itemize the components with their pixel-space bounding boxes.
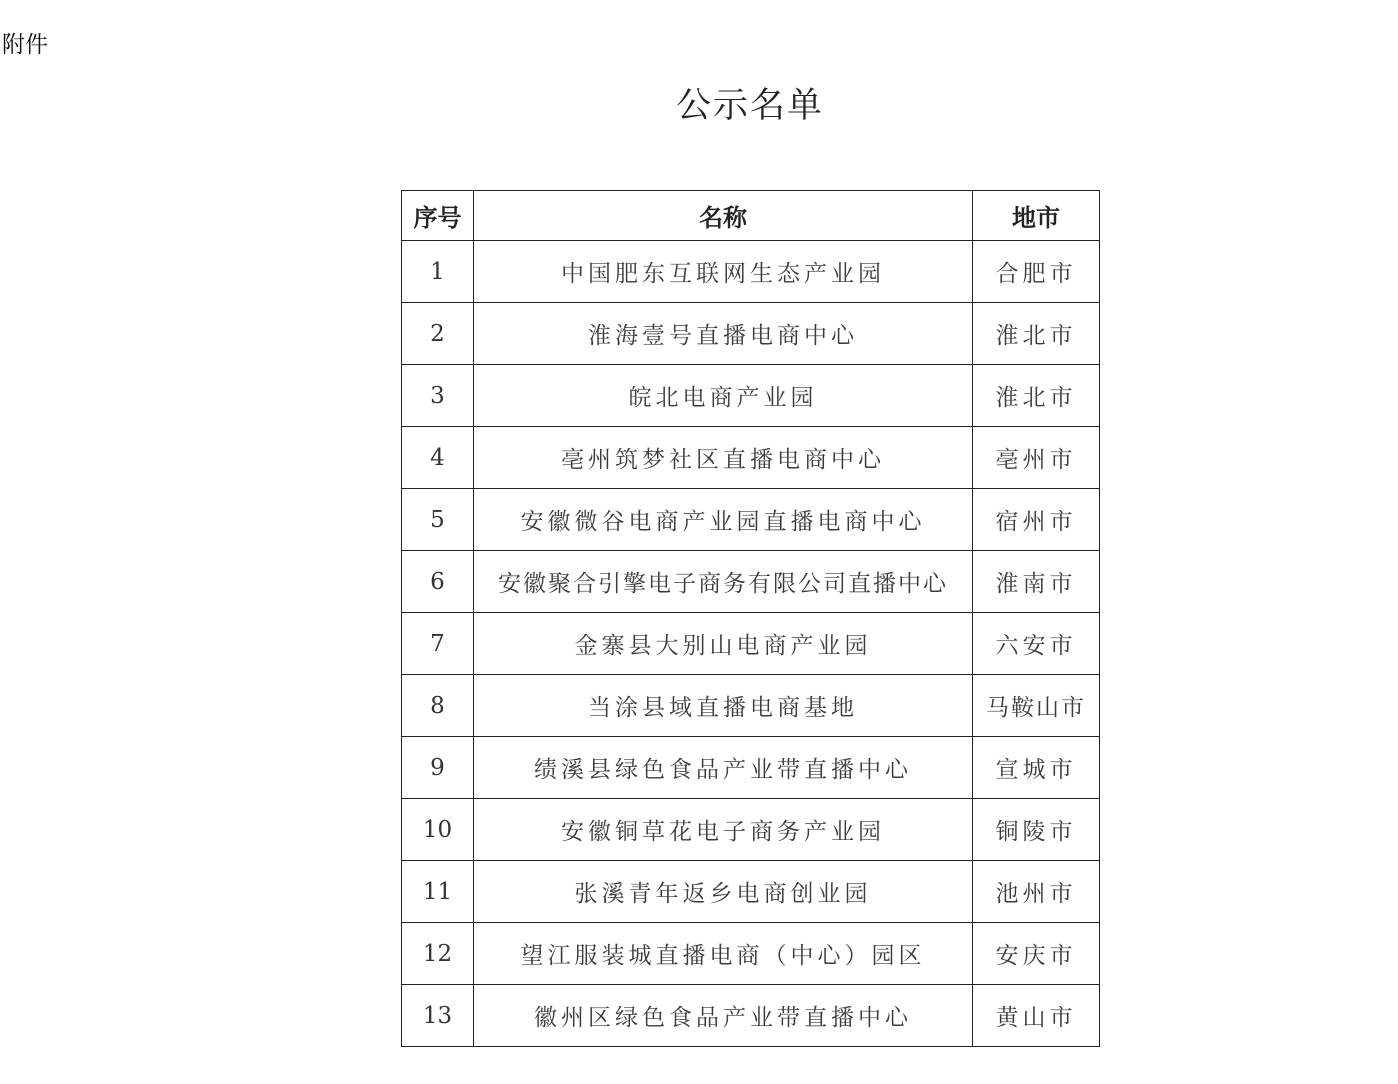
page-title: 公示名单 [675, 86, 824, 126]
header-name: 名称 [474, 191, 973, 241]
table-row [402, 737, 1100, 799]
row-city: 铜陵市 [973, 799, 1100, 861]
row-name: 绩溪县绿色食品产业带直播中心 [474, 737, 973, 799]
row-name: 安徽聚合引擎电子商务有限公司直播中心 [474, 551, 973, 613]
table-row [402, 613, 1100, 675]
row-no: 11 [402, 861, 474, 923]
row-city: 池州市 [973, 861, 1100, 923]
row-no: 13 [402, 985, 474, 1047]
row-name: 金寨县大别山电商产业园 [474, 613, 973, 675]
row-no: 9 [402, 737, 474, 799]
row-no: 2 [402, 303, 474, 365]
row-name: 望江服装城直播电商（中心）园区 [474, 923, 973, 985]
table-row [402, 675, 1100, 737]
attachment-label: 附件 [2, 32, 48, 58]
table-row [402, 799, 1100, 861]
table-header-row [402, 191, 1100, 241]
row-no: 6 [402, 551, 474, 613]
row-name: 中国肥东互联网生态产业园 [474, 241, 973, 303]
row-no: 7 [402, 613, 474, 675]
row-no: 12 [402, 923, 474, 985]
table-row [402, 427, 1100, 489]
header-city: 地市 [973, 191, 1100, 241]
row-name: 当涂县域直播电商基地 [474, 675, 973, 737]
table-row [402, 241, 1100, 303]
row-no: 8 [402, 675, 474, 737]
row-no: 1 [402, 241, 474, 303]
table-row [402, 303, 1100, 365]
row-name: 淮海壹号直播电商中心 [474, 303, 973, 365]
row-city: 淮北市 [973, 365, 1100, 427]
table-row [402, 861, 1100, 923]
table-row [402, 923, 1100, 985]
row-name: 亳州筑梦社区直播电商中心 [474, 427, 973, 489]
row-city: 淮北市 [973, 303, 1100, 365]
table-row [402, 985, 1100, 1047]
header-no: 序号 [402, 191, 474, 241]
row-name: 皖北电商产业园 [474, 365, 973, 427]
row-city: 亳州市 [973, 427, 1100, 489]
table-row [402, 551, 1100, 613]
row-no: 5 [402, 489, 474, 551]
row-name: 安徽铜草花电子商务产业园 [474, 799, 973, 861]
table-row [402, 489, 1100, 551]
row-no: 3 [402, 365, 474, 427]
row-city: 六安市 [973, 613, 1100, 675]
row-city: 宿州市 [973, 489, 1100, 551]
row-city: 安庆市 [973, 923, 1100, 985]
table-row [402, 365, 1100, 427]
row-city: 淮南市 [973, 551, 1100, 613]
row-name: 徽州区绿色食品产业带直播中心 [474, 985, 973, 1047]
row-name: 张溪青年返乡电商创业园 [474, 861, 973, 923]
public-list-table [401, 190, 1100, 1047]
row-city: 黄山市 [973, 985, 1100, 1047]
row-name: 安徽微谷电商产业园直播电商中心 [474, 489, 973, 551]
row-city: 宣城市 [973, 737, 1100, 799]
row-city: 马鞍山市 [973, 675, 1100, 737]
row-city: 合肥市 [973, 241, 1100, 303]
row-no: 10 [402, 799, 474, 861]
row-no: 4 [402, 427, 474, 489]
